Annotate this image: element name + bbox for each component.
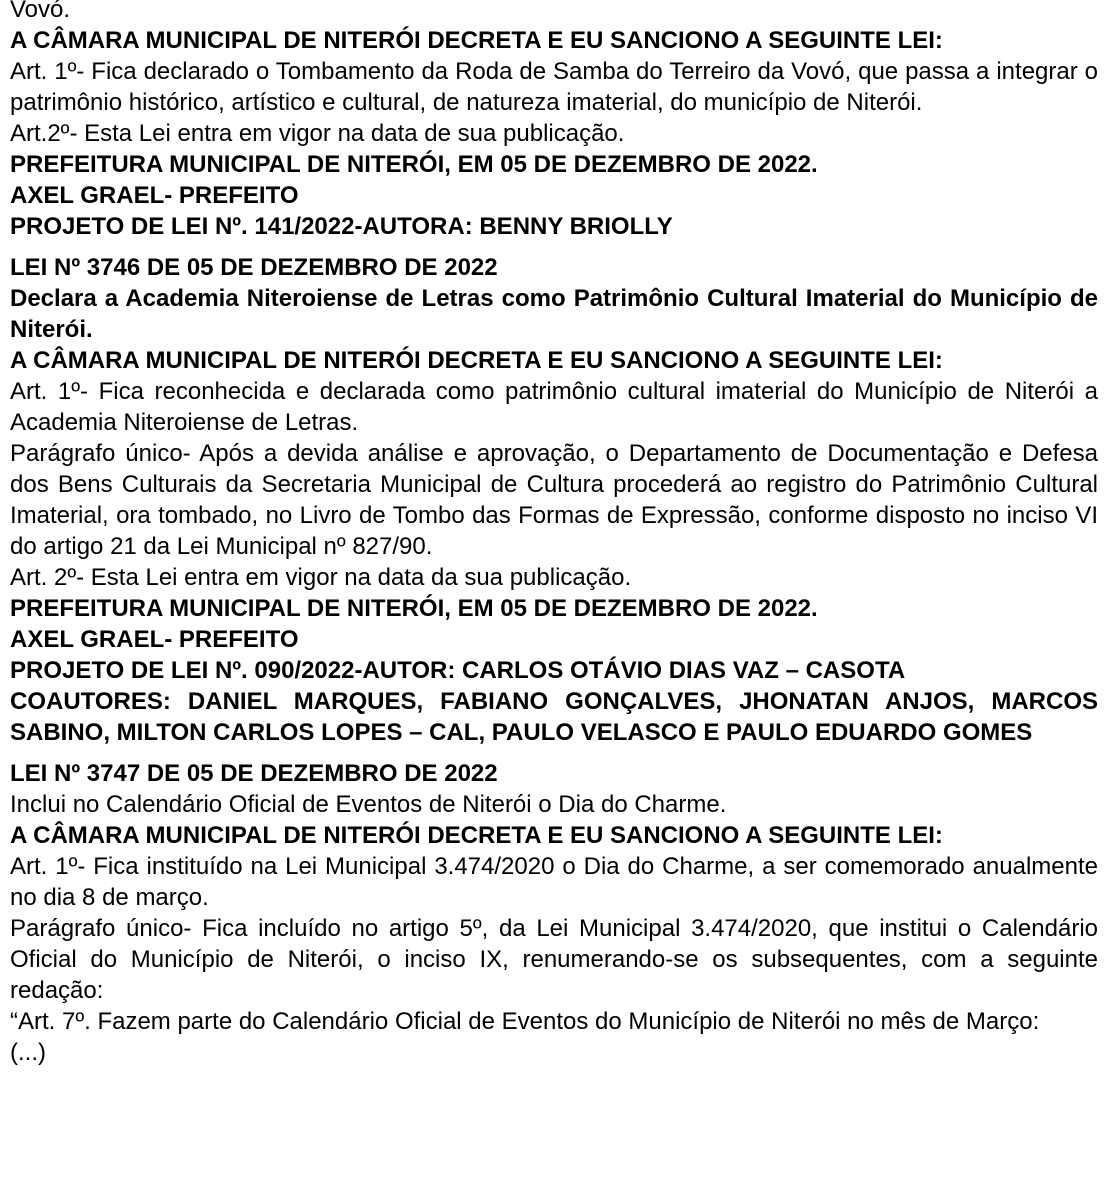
article-2: Art.2º- Esta Lei entra em vigor na data de sua publicação. xyxy=(10,120,625,147)
law-summary: Declara a Academia Niteroiense de Letras como Patrimônio Cultural Imaterial do Município de Niterói. xyxy=(10,285,1098,343)
signatory: AXEL GRAEL- PREFEITO xyxy=(10,626,299,653)
article-2: Art. 2º- Esta Lei entra em vigor na data da sua publicação. xyxy=(10,564,632,591)
decree-line: A CÂMARA MUNICIPAL DE NITERÓI DECRETA E EU SANCIONO A SEGUINTE LEI: xyxy=(10,27,943,54)
article-1: Art. 1º- Fica reconhecida e declarada como patrimônio cultural imaterial do Município de Niterói a Academia Niteroiense de Letras. xyxy=(10,378,1098,436)
bill-author: PROJETO DE LEI Nº. 090/2022-AUTOR: CARLOS OTÁVIO DIAS VAZ – CASOTA xyxy=(10,657,906,684)
sole-paragraph: Parágrafo único- Após a devida análise e aprovação, o Departamento de Documentação e Defesa dos Bens Culturais da Secretaria Municipal de Cultura procederá ao registro do Patrimônio Cultural Imaterial, ora tombado, no Livro de Tombo das Formas de Expressão, conforme disposto no inciso VI do artigo 21 da Lei Municipal nº 827/90. xyxy=(10,440,1098,560)
law-title: LEI Nº 3746 DE 05 DE DEZEMBRO DE 2022 xyxy=(10,254,498,281)
signatory: AXEL GRAEL- PREFEITO xyxy=(10,182,299,209)
signature-date: PREFEITURA MUNICIPAL DE NITERÓI, EM 05 DE DEZEMBRO DE 2022. xyxy=(10,151,818,178)
text-fragment: Vovó. xyxy=(10,0,71,23)
article-1: Art. 1º- Fica instituído na Lei Municipal 3.474/2020 o Dia do Charme, a ser comemorado anualmente no dia 8 de março. xyxy=(10,853,1098,911)
document-page xyxy=(10,0,1098,1068)
law-title: LEI Nº 3747 DE 05 DE DEZEMBRO DE 2022 xyxy=(10,760,498,787)
ellipsis: (...) xyxy=(10,1039,46,1066)
sole-paragraph: Parágrafo único- Fica incluído no artigo 5º, da Lei Municipal 3.474/2020, que institui o Calendário Oficial do Município de Niterói, o inciso IX, renumerando-se os subsequentes, com a seguinte redação: xyxy=(10,915,1098,1004)
law-summary: Inclui no Calendário Oficial de Eventos de Niterói o Dia do Charme. xyxy=(10,791,727,818)
article-1: Art. 1º- Fica declarado o Tombamento da Roda de Samba do Terreiro da Vovó, que passa a integrar o patrimônio histórico, artístico e cultural, de natureza imaterial, do município de Niterói. xyxy=(10,58,1098,116)
decree-line: A CÂMARA MUNICIPAL DE NITERÓI DECRETA E EU SANCIONO A SEGUINTE LEI: xyxy=(10,822,943,849)
bill-coauthors: COAUTORES: DANIEL MARQUES, FABIANO GONÇALVES, JHONATAN ANJOS, MARCOS SABINO, MILTON CARLOS LOPES – CAL, PAULO VELASCO E PAULO EDUARDO GOMES xyxy=(10,688,1098,746)
decree-line: A CÂMARA MUNICIPAL DE NITERÓI DECRETA E EU SANCIONO A SEGUINTE LEI: xyxy=(10,347,943,374)
bill-author: PROJETO DE LEI Nº. 141/2022-AUTORA: BENNY BRIOLLY xyxy=(10,213,673,240)
signature-date: PREFEITURA MUNICIPAL DE NITERÓI, EM 05 DE DEZEMBRO DE 2022. xyxy=(10,595,818,622)
quoted-article: “Art. 7º. Fazem parte do Calendário Oficial de Eventos do Município de Niterói no mês de Março: xyxy=(10,1008,1040,1035)
